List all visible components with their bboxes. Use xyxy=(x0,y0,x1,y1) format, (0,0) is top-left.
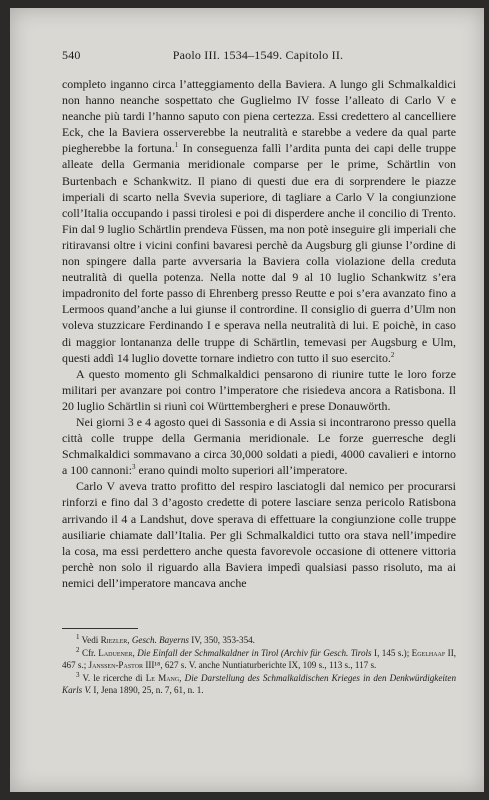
footnote-text: Vedi xyxy=(79,635,101,645)
footnote-text: , xyxy=(179,672,185,683)
footnote xyxy=(62,647,456,672)
paragraph xyxy=(62,414,456,478)
running-title: Paolo III. 1534–1549. Capitolo II. xyxy=(172,48,344,62)
paragraph xyxy=(62,76,456,366)
footnote-text: I, Jena 1890, 25, n. 7, 61, n. 1. xyxy=(91,685,204,696)
page-number: 540 xyxy=(62,48,81,62)
footnote-number: 2 xyxy=(76,645,80,654)
paragraph-text: A questo momento gli Schmalkaldici pensarono di riunire tutte le loro forze militari per avanzare poi contro l’imperatore che risiedeva ancora a Ratisbona. Il 20 luglio Schärtlin si riunì coi Württembergheri e prese Donauwörth. xyxy=(62,366,456,413)
footnote-text: III¹⁸, 627 s. V. anche Nuntiaturberichte IX, 109 s., 113 s., 117 s. xyxy=(143,660,377,671)
footnote-number: 3 xyxy=(76,670,80,679)
main-text xyxy=(62,76,456,591)
footnote-rule xyxy=(62,628,138,629)
footnote-author: Riezler xyxy=(100,635,128,645)
footnote-text: Cfr. xyxy=(79,647,99,658)
paragraph-text: completo inganno circa l’atteggiamento della Baviera. A lungo gli Schmalkaldici non hanno neanche sospettato che Guglielmo IV fosse l’alleato di Carlo V e neanche più tardi l’hanno saputo con piena certezza. Essi credettero al cancelliere Eck, che la Baviera osserverebbe la neutralità e starebbe a vedere da qual parte piegherebbe la fortuna. xyxy=(62,77,456,156)
paragraph-text: In conseguenza fallì l’ardita punta dei capi delle truppe alleate della Germania meridionale comparse per le prime, Schärtlin von Burtenbach e Schankwitz. Il piano di questi due era di sorprendere le piazze imperiali di scarto nella Svevia superiore, di tagliare a Carlo V la congiunzione coll’Italia occupando i passi tirolesi e poi di disperdere anche il concilio di Trento. Fin dal 9 luglio Schärtlin prendeva Füssen, ma non potè inseguire gli imperiali che ritiravansi oltre i vicini confini bavaresi perchè da Augsburg gli giunse l’ordine di non spingere dalla parte avversaria la Baviera colla violazione della creduta neutralità di quella potenza. Nella notte dal 9 al 10 luglio Schankwitz s’era impadronito del forte passo di Ehrenberg presso Reutte e poi s’era avanzato fino a Lermoos quand’anche a lui giunse il contrordine. Il consiglio di guerra d’Ulm non voleva stuzzicare Ferdinando I e sperava nella neutralità di lui. E poichè, in caso di maggior lontananza delle truppe di Schärtlin, temevasi per Augsburg e Ulm, questi addì 14 luglio dovette tornare indietro con tutto il suo esercito. xyxy=(62,141,456,365)
footnote-marker: 1 xyxy=(174,141,179,150)
footnote xyxy=(62,672,456,697)
paragraph-text: Carlo V aveva tratto profitto del respiro lasciatogli dal nemico per procurarsi rinforzi e fino dal 3 d’agosto credette di potere lasciare senza pericolo Ratisbona arrivando il 4 a Landshut, dove sperava di effettuare la congiunzione colle truppe ausiliarie chiamate dall’Italia. Per gli Schmalkaldici tutto ora stava nell’impedire la cosa, ma essi perdettero anche questa favorevole occasione di ottenere vittoria perchè non solo il riguardo alla Baviera impedì qualsiasi passo risoluto, ma ai nemici dell’imperatore mancava anche xyxy=(62,479,456,590)
paragraph xyxy=(62,478,456,591)
footnote-number: 1 xyxy=(76,632,80,641)
footnote-author: Laduener xyxy=(98,647,133,658)
footnote-marker: 3 xyxy=(132,463,136,472)
footnote-text: I, 145 s.); xyxy=(371,647,412,658)
footnote-author: Egelhaaf xyxy=(411,647,446,658)
footnote-author: Le Mang xyxy=(145,672,180,683)
footnote-marker: 2 xyxy=(390,350,395,359)
footnote-title: Gesch. Bayerns xyxy=(131,635,189,645)
footnote-title: Die Darstellung des Schmalkaldischen Krieges in den Denkwürdigkeiten Karls V. xyxy=(62,672,456,696)
footnote-text: V. le ricerche di xyxy=(79,672,146,683)
footnote-author: Janssen-Pastor xyxy=(88,660,144,671)
paragraph-text: Nei giorni 3 e 4 agosto quei di Sassonia e di Assia si incontrarono presso quella città colle truppe della Germania meridionale. Le forze guerresche degli Schmalkaldici sommavano a circa 30,000 soldati a piedi, 4000 cavalieri e intorno a 100 cannoni: xyxy=(62,414,456,478)
paragraph xyxy=(62,366,456,414)
footnote-title: Die Einfall der Schmalkaldner in Tirol (Archiv für Gesch. Tirols xyxy=(137,647,372,658)
footnotes xyxy=(62,634,456,697)
footnote-text: , xyxy=(132,647,138,658)
footnote-text: IV, 350, 353-354. xyxy=(188,635,255,645)
book-page xyxy=(10,8,484,792)
footnote xyxy=(62,634,456,647)
footnote-text: II, 467 s.; xyxy=(62,647,457,671)
page-header xyxy=(62,48,454,66)
paragraph-text: erano quindi molto superiori all’imperatore. xyxy=(135,463,348,478)
footnote-text: , xyxy=(127,635,132,645)
